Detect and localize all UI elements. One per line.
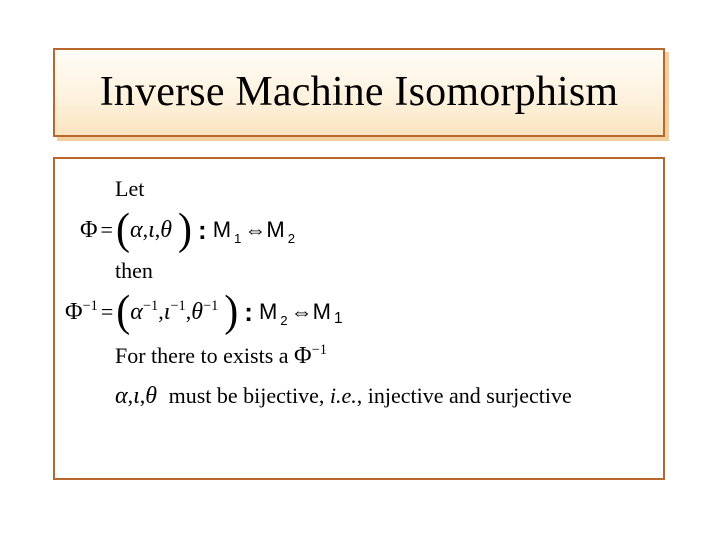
iota-letter: ι [163,299,171,325]
comma: , [158,299,164,324]
existence-text: For there to exists a [115,343,289,368]
theta-symbol: θ [160,217,173,243]
inverse-exponent: −1 [82,298,98,314]
then-word: then [115,258,153,283]
iff-arrow: ⇔ [290,299,313,324]
theta-letter: θ [191,299,203,325]
title-box [53,48,665,137]
right-paren: ) [178,205,193,255]
bijective-requirement [115,384,572,408]
equals-sign: = [100,217,113,242]
comma: , [185,299,192,324]
subscript-2: 2 [287,231,296,246]
machine-letter: M [258,299,278,324]
phi-symbol [65,300,98,324]
subscript-2: 2 [280,313,288,328]
iota-inverse [164,300,186,324]
theta-inverse [191,300,218,324]
slide-title: Inverse Machine Isomorphism [99,68,619,115]
injective-surjective-text: injective and surjective [367,383,572,408]
phi-letter: Φ [65,299,83,325]
inverse-exponent: −1 [142,298,159,314]
inverse-exponent: −1 [170,298,186,314]
machine-m1 [212,217,245,246]
equals-sign: = [100,299,114,324]
let-word: Let [115,176,145,201]
ie-abbrev: i.e. [329,383,357,408]
machine-letter: M [212,217,232,242]
comma: , [154,217,161,242]
machine-m2 [266,217,298,246]
inverse-exponent: −1 [311,342,327,358]
iota-symbol: ι [133,383,140,409]
alpha-inverse [130,300,158,324]
left-paren: ( [116,287,131,337]
iff-arrow: ⇔ [244,217,267,242]
machine-letter: M [266,217,285,242]
alpha-letter: α [130,299,143,325]
alpha-symbol: α [115,383,128,409]
right-paren: ) [224,287,239,337]
phi-symbol: Φ [80,217,98,243]
comma: , [127,383,134,408]
comma: , [139,383,146,408]
left-paren: ( [115,205,130,255]
comma: , [356,383,363,408]
phi-inverse [294,343,327,369]
subscript-1: 1 [333,310,343,327]
comma: , [142,217,149,242]
alpha-symbol: α [129,217,143,243]
bijective-text: must be bijective, [168,383,325,408]
isomorphism-definition [80,205,298,255]
theta-symbol: θ [145,383,158,409]
machine-m2 [258,299,291,328]
inverse-definition [65,287,346,337]
colon: : [244,297,253,327]
machine-m1 [312,299,346,327]
phi-letter: Φ [294,343,312,369]
subscript-1: 1 [234,231,242,246]
machine-letter: M [312,299,331,324]
inverse-exponent: −1 [202,298,219,314]
iota-symbol: ι [148,217,155,243]
existence-condition [115,344,327,368]
colon: : [198,215,207,245]
